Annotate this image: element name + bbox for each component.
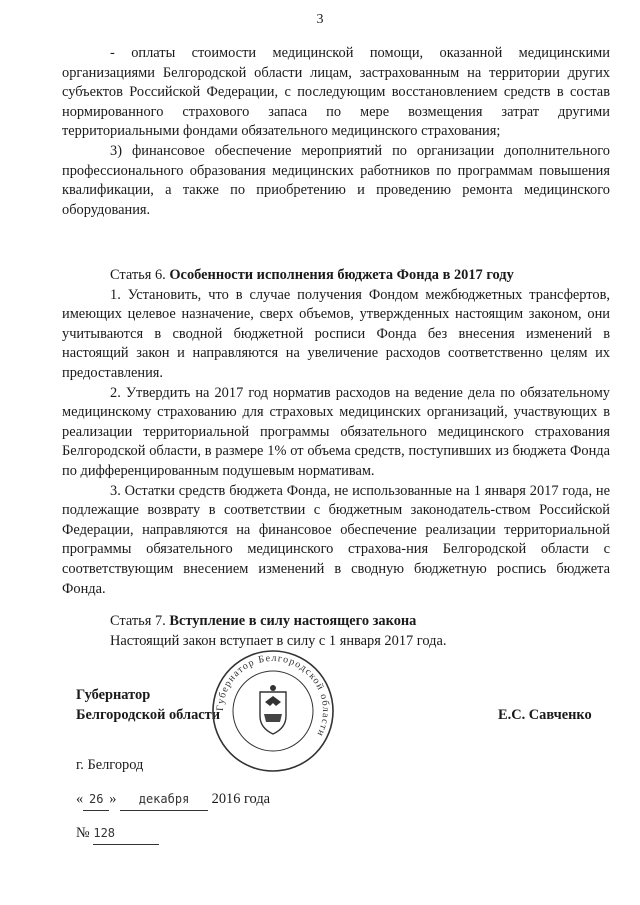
number-line — [76, 824, 159, 845]
signatory-name: Е.С. Савченко — [498, 707, 592, 723]
number-label: № — [76, 825, 90, 841]
coat-of-arms-icon — [260, 685, 286, 734]
article-7-title: Вступление в силу настоящего закона — [169, 613, 417, 629]
date-month: декабря — [120, 790, 208, 811]
intro-paragraph-1: - оплаты стоимости медицинской помощи, оказанной медицинскими организациями Белгородской области лицам, застрахованным на территории других субъектов Российской Федерации, с последующим восстановлением средств в состав нормированного страхового запаса по мере возмещения затрат другими территориальными фондами обязательного медицинского страхования; — [62, 45, 610, 140]
signature-position — [76, 686, 220, 725]
article-7-prefix: Статья 7. — [110, 613, 166, 629]
date-line — [76, 790, 270, 811]
official-seal — [210, 648, 336, 774]
position-line-2: Белгородской области — [76, 706, 221, 723]
intro-block — [62, 44, 610, 220]
article-6 — [62, 266, 610, 599]
article-7-heading — [62, 612, 610, 632]
date-day: 26 — [83, 790, 109, 811]
article-7-text: Настоящий закон вступает в силу с 1 января 2017 года. — [110, 632, 447, 649]
seal-text: Губернатор Белгородской области — [214, 652, 332, 739]
article-7 — [62, 612, 610, 651]
intro-paragraph-2: 3) финансовое обеспечение мероприятий по организации дополнительного профессионального образования медицинских работников по программам повышения квалификации, а также по приобретению и проведению ремонта медицинского оборудования. — [62, 142, 610, 218]
date-close-quote: » — [109, 791, 117, 807]
city: г. Белгород — [76, 757, 144, 773]
article-6-prefix: Статья 6. — [110, 267, 166, 283]
article-6-paragraph-1: 1. Установить, что в случае получения Фондом межбюджетных трансфертов, имеющих целевое назначение, сверх объемов, утвержденных настоящим законом, они учитываются в сводной бюджетной росписи Фонда без внесения изменений в настоящий закон и направляются на увеличение расходов соответственно целям их предоставления. — [62, 286, 610, 381]
article-6-paragraph-3: 3. Остатки средств бюджета Фонда, не использованные на 1 января 2017 года, не подлежащие возврату в соответствии с бюджетным законодатель-ством Российской Федерации, направляются на финансовое обеспечение реализации территориальной программы обязательного медицинского страхова-ния Белгородской области с соответствующим внесением изменений в сводную бюджетную роспись бюджета Фонда. — [62, 482, 610, 597]
article-6-paragraph-2: 2. Утвердить на 2017 год норматив расходов на ведение дела по обязательному медицинскому страхованию для страховых медицинских организаций, участвующих в реализации территориальной программы обязательного медицинского страхования Белгородской области, в размере 1% от объема средств, поступивших из бюджета Фонда по дифференцированным подушевым нормативам. — [62, 384, 610, 479]
number-value: 128 — [93, 824, 159, 845]
article-6-title: Особенности исполнения бюджета Фонда в 2017 году — [169, 267, 514, 283]
date-year: 2016 года — [211, 791, 271, 807]
article-6-heading — [62, 266, 610, 286]
page-number: 3 — [316, 12, 324, 27]
position-line-1: Губернатор — [76, 687, 151, 703]
date-open-quote: « — [76, 791, 84, 807]
